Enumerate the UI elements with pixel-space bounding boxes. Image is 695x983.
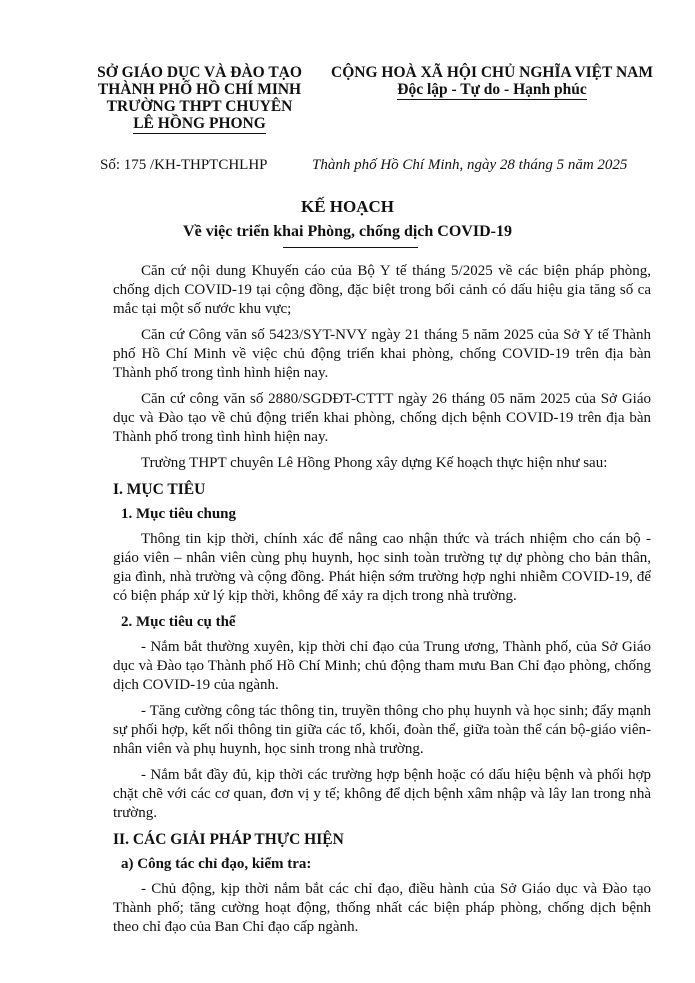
document-title: KẾ HOẠCH bbox=[300, 197, 395, 216]
body-paragraph: - Nắm bắt thường xuyên, kịp thời chỉ đạo của Trung ương, Thành phố, của Sở Giáo dục và Đào tạo Thành phố Hồ Chí Minh; chủ động tham mưu Ban Chỉ đạo phòng, chống dịch COVID-19 của ngành. bbox=[113, 639, 651, 693]
national-title: CỘNG HOÀ XÃ HỘI CHỦ NGHĨA VIỆT NAM bbox=[331, 64, 653, 81]
body-paragraph: Căn cứ nội dung Khuyến cáo của Bộ Y tế tháng 5/2025 về các biện pháp phòng, chống dịch COVID-19 tại cộng đồng, đặc biệt trong bối cảnh có dấu hiệu gia tăng số ca mắc tại một số nước khu vực; bbox=[113, 263, 651, 317]
document-subtitle: Về việc triển khai Phòng, chống dịch COVID-19 bbox=[183, 223, 512, 240]
authority-line: THÀNH PHỐ HỒ CHÍ MINH bbox=[97, 81, 302, 98]
body-paragraph: Thông tin kịp thời, chính xác để nâng cao nhận thức và trách nhiệm cho cán bộ - giáo viên – nhân viên cùng phụ huynh, học sinh toàn trường tự dự phòng cho bản thân, gia đình, nhà trường và cộng đồng. Phát hiện sớm trường hợp nghi nhiễm COVID-19, để có biện pháp xử lý kịp thời, không để xảy ra dịch trong nhà trường. bbox=[113, 531, 651, 604]
body-paragraph: Căn cứ Công văn số 5423/SYT-NVY ngày 21 tháng 5 năm 2025 của Sở Y tế Thành phố Hồ Chí Minh về việc chủ động triển khai phòng, chống COVID-19 trên địa bàn Thành phố trong tình hình hiện nay. bbox=[113, 327, 651, 381]
document-body bbox=[113, 262, 651, 944]
body-paragraph: - Nắm bắt đầy đủ, kịp thời các trường hợp bệnh hoặc có dấu hiệu bệnh và phối hợp chặt chẽ với các cơ quan, đơn vị y tế; không để dịch bệnh xâm nhập và lây lan trong nhà trường. bbox=[113, 767, 651, 821]
section-heading: I. MỤC TIÊU bbox=[113, 481, 206, 498]
body-paragraph: - Tăng cường công tác thông tin, truyền thông cho phụ huynh và học sinh; đẩy mạnh sự phối hợp, kết nối thông tin giữa các tổ, khối, đoàn thể, giữa toàn thể cán bộ-giáo viên-nhân viên và phụ huynh, học sinh trong nhà trường. bbox=[113, 703, 651, 757]
national-motto: Độc lập - Tự do - Hạnh phúc bbox=[397, 81, 587, 98]
body-paragraph: Căn cứ công văn số 2880/SGDĐT-CTTT ngày 26 tháng 05 năm 2025 của Sở Giáo dục và Đào tạo về chủ động triển khai phòng, chống dịch bệnh COVID-19 trên địa bàn Thành phố trong tình hình hiện nay. bbox=[113, 391, 651, 445]
subsection-heading: 2. Mục tiêu cụ thể bbox=[121, 614, 236, 630]
document-date: Thành phố Hồ Chí Minh, ngày 28 tháng 5 năm 2025 bbox=[312, 157, 628, 173]
authority-line: TRƯỜNG THPT CHUYÊN bbox=[106, 98, 293, 115]
authority-line: LÊ HỒNG PHONG bbox=[133, 115, 266, 132]
document-header bbox=[0, 64, 695, 144]
issuing-authority bbox=[92, 64, 307, 134]
subsection-heading: 1. Mục tiêu chung bbox=[121, 506, 237, 522]
body-paragraph: Trường THPT chuyên Lê Hồng Phong xây dựng Kế hoạch thực hiện như sau: bbox=[141, 455, 608, 471]
national-heading bbox=[322, 64, 662, 100]
authority-line: SỞ GIÁO DỤC VÀ ĐÀO TẠO bbox=[97, 64, 302, 81]
body-paragraph: - Chủ động, kịp thời nắm bắt các chỉ đạo, điều hành của Sở Giáo dục và Đào tạo Thành phố; tăng cường hoạt động, thống nhất các biện pháp phòng, chống dịch bệnh theo chỉ đạo của Ban Chỉ đạo cấp ngành. bbox=[113, 881, 651, 935]
subsection-heading: a) Công tác chỉ đạo, kiểm tra: bbox=[121, 856, 312, 872]
section-heading: II. CÁC GIẢI PHÁP THỰC HIỆN bbox=[113, 831, 344, 848]
document-number: Số: 175 /KH-THPTCHLHP bbox=[100, 157, 268, 173]
subtitle-underline bbox=[283, 247, 418, 248]
reference-line bbox=[0, 157, 695, 177]
